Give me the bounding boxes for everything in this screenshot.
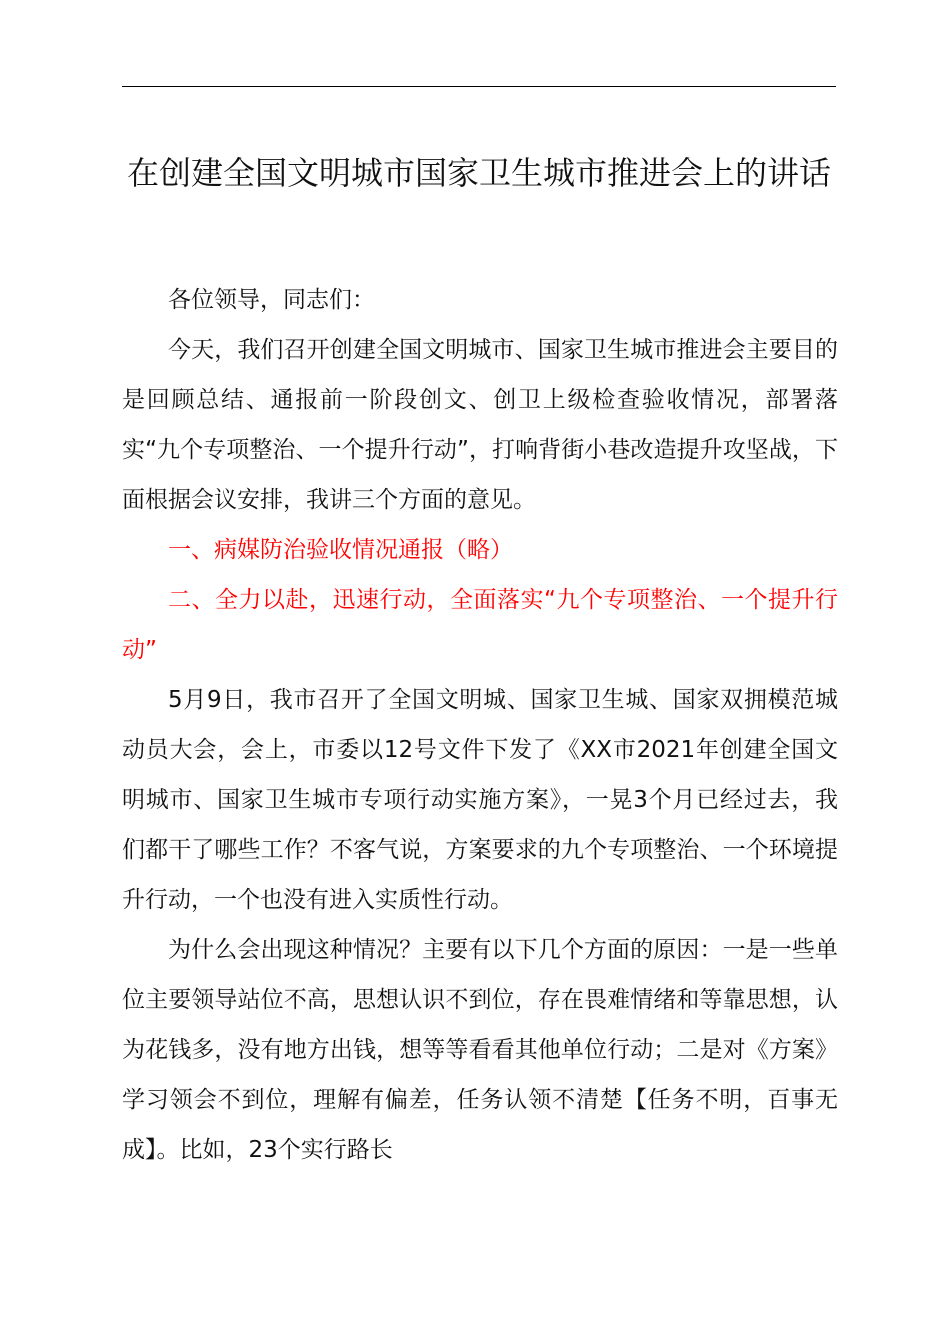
section-heading-1: 一、病媒防治验收情况通报（略）	[168, 537, 513, 563]
paragraph-intro: 今天，我们召开创建全国文明城市、国家卫生城市推进会主要目的是回顾总结、通报前一阶段创文、创卫上级检查验收情况，部署落实“九个专项整治、一个提升行动”，打响背街小巷改造提升攻坚战，下面根据会议安排，我讲三个方面的意见。	[122, 337, 838, 513]
header-rule	[122, 86, 836, 87]
document-body	[122, 275, 838, 1175]
section-heading-2: 二、全力以赴，迅速行动，全面落实“九个专项整治、一个提升行动”	[122, 587, 838, 663]
paragraph-progress: 5月9日，我市召开了全国文明城、国家卫生城、国家双拥模范城动员大会，会上，市委以12号文件下发了《XX市2021年创建全国文明城市、国家卫生城市专项行动实施方案》，一晃3个月已经过去，我们都干了哪些工作？不客气说，方案要求的九个专项整治、一个环境提升行动，一个也没有进入实质性行动。	[122, 687, 839, 913]
document-title: 在创建全国文明城市国家卫生城市推进会上的讲话	[126, 154, 831, 192]
paragraph-reasons: 为什么会出现这种情况？主要有以下几个方面的原因：一是一些单位主要领导站位不高，思想认识不到位，存在畏难情绪和等靠思想，认为花钱多，没有地方出钱，想等等看看其他单位行动；二是对《方案》学习领会不到位，理解有偏差，任务认领不清楚【任务不明，百事无成】。比如，23个实行路长	[122, 937, 838, 1163]
salutation: 各位领导，同志们：	[168, 287, 375, 313]
